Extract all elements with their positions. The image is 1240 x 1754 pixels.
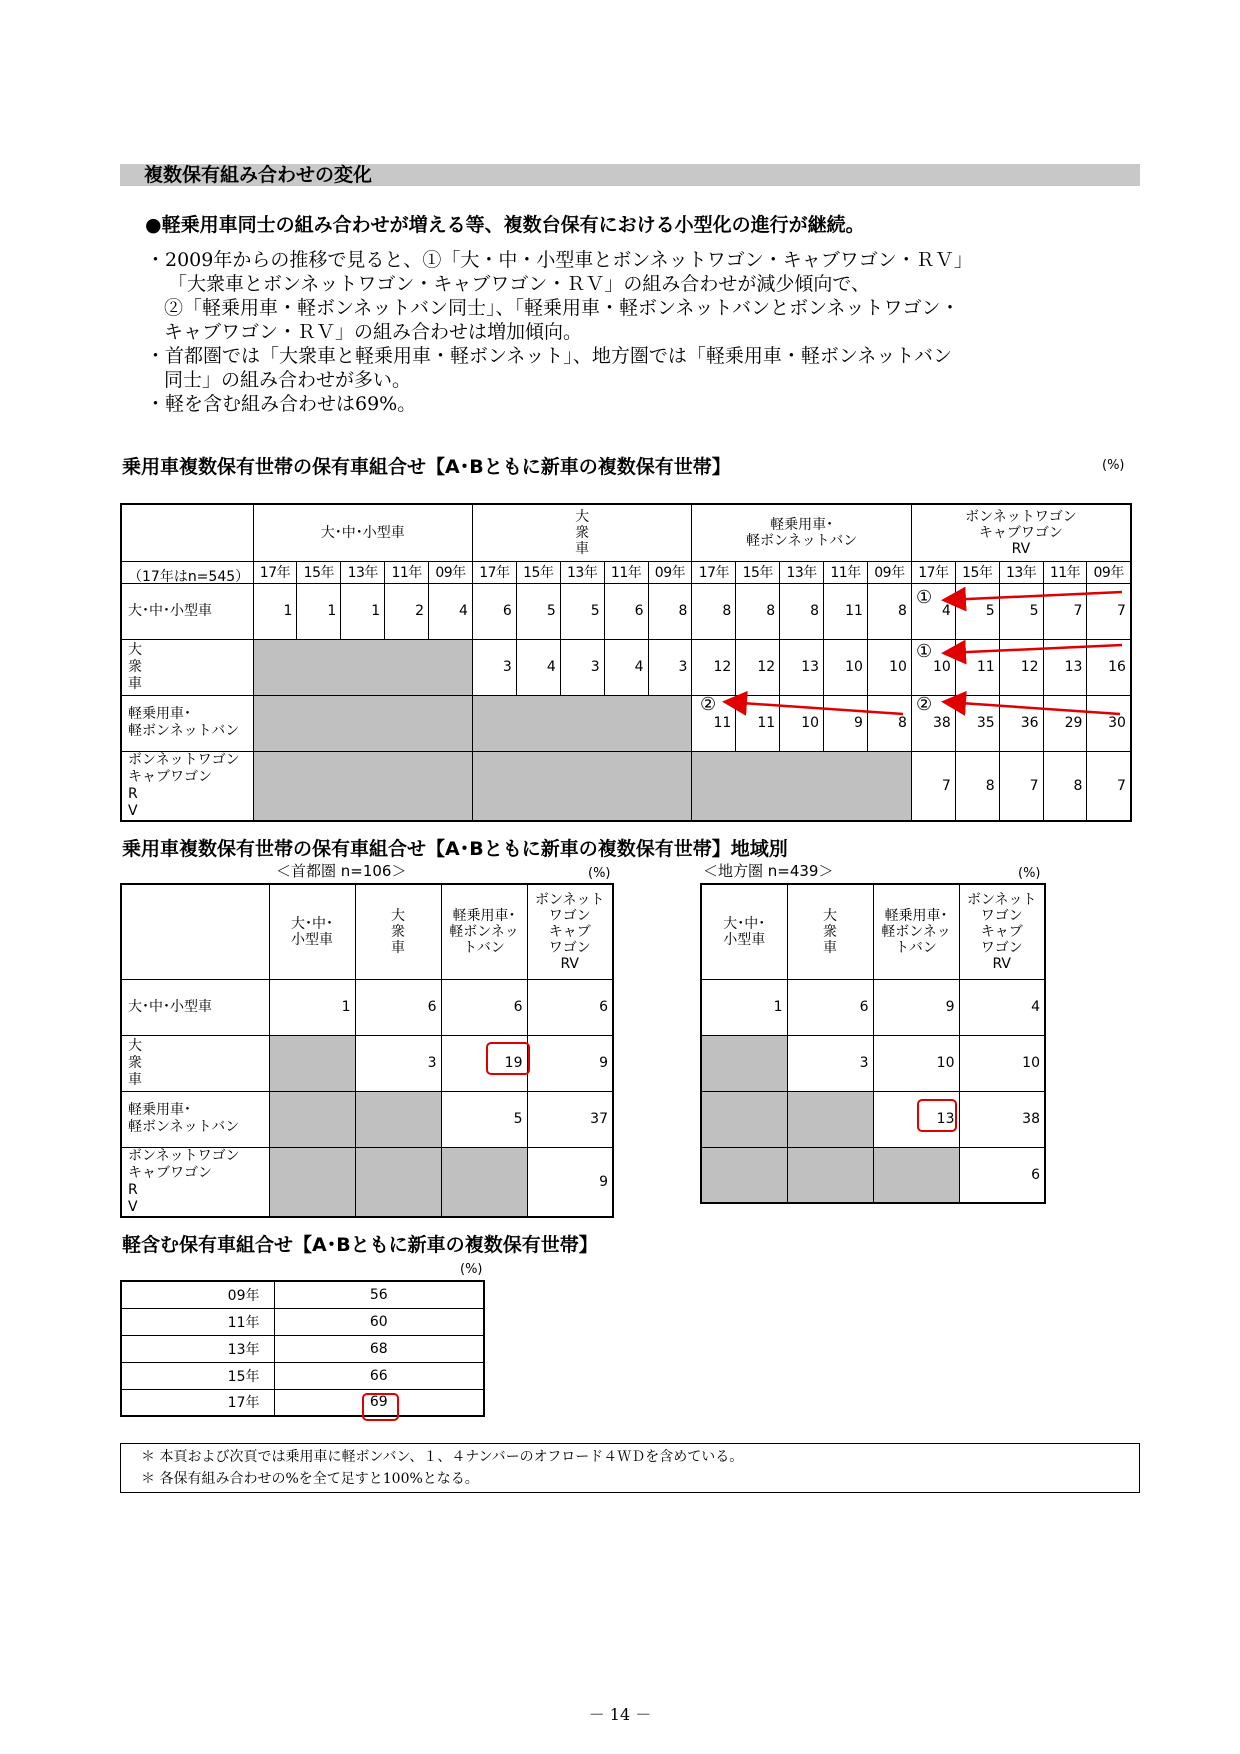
table1-cell: 5 [999, 583, 1043, 639]
table1-cell: 12 [736, 639, 780, 695]
mark-1a: ① [916, 587, 933, 608]
bullet-line: キャブワゴン・ＲＶ」の組み合わせは増加傾向。 [164, 321, 583, 343]
table2-cell: 9 [527, 1035, 613, 1091]
page-number: － 14 － [588, 1705, 652, 1724]
table3-year: 17年 [121, 1389, 274, 1416]
table1-cell: 9 [824, 695, 868, 751]
table2-cell: 1 [269, 979, 355, 1035]
table2-cell: 6 [787, 979, 873, 1035]
table1-cell: 7 [911, 751, 955, 821]
table2-cell: 9 [527, 1147, 613, 1217]
table1-year-header: 11年 [604, 561, 648, 583]
mark-2b: ② [916, 694, 933, 715]
table1-cell: 5 [560, 583, 604, 639]
table3-value: 68 [274, 1335, 484, 1362]
bullet-line: ・軽を含む組み合わせは69%。 [146, 393, 417, 415]
headline: ●軽乗用車同士の組み合わせが増える等、複数台保有における小型化の進行が継続。 [145, 214, 865, 236]
table1-year-header: 09年 [867, 561, 911, 583]
footnote: ＊ 各保有組み合わせの%を全て足すと100%となる。 [141, 1471, 479, 1487]
table1-year-header: 09年 [1087, 561, 1131, 583]
table1-n-label: （17年はn=545） [128, 569, 250, 585]
table1-cell: 1 [253, 583, 297, 639]
table2-cell: 1 [701, 979, 787, 1035]
table2-cell: 6 [441, 979, 527, 1035]
table1-cell: 2 [385, 583, 429, 639]
table1-year-header: 17年 [692, 561, 736, 583]
arrow-line [946, 702, 1120, 714]
table1-row-label: 大･中･小型車 [121, 583, 253, 639]
table2-col-header: 大･中･ 小型車 [269, 884, 355, 979]
region-label: ＜地方圏 n=439＞ [703, 862, 834, 880]
bullet-line: 同士」の組み合わせが多い。 [164, 369, 412, 391]
table1-cell: 8 [867, 583, 911, 639]
table3-year: 13年 [121, 1335, 274, 1362]
table1-row-label: ボンネットワゴン キャブワゴン R V [121, 751, 253, 821]
table2-title: 乗用車複数保有世帯の保有車組合せ【A･Bともに新車の複数保有世帯】地域別 [122, 838, 788, 860]
table2-row-label: 軽乗用車･ 軽ボンネットバン [121, 1091, 269, 1147]
table1-year-header: 11年 [385, 561, 429, 583]
table1-cell: 5 [516, 583, 560, 639]
table2-cell: 5 [441, 1091, 527, 1147]
table1-cell: 3 [648, 639, 692, 695]
table1-title: 乗用車複数保有世帯の保有車組合せ【A･Bともに新車の複数保有世帯】 [122, 456, 731, 478]
table3-year: 11年 [121, 1308, 274, 1335]
table2-cell: 10 [873, 1035, 959, 1091]
bullet-line: ・2009年からの推移で見ると、①「大・中・小型車とボンネットワゴン・キャブワゴン・ＲＶ」 [146, 249, 973, 271]
table1-cell: 13 [1043, 639, 1087, 695]
table1-unit: (%) [1102, 458, 1125, 473]
table2-col-header: 大 衆 車 [787, 884, 873, 979]
table1-cell: 5 [955, 583, 999, 639]
table1-cell: 8 [736, 583, 780, 639]
table2-cell: 13 [873, 1091, 959, 1147]
table1-cell: 4 [911, 583, 955, 639]
table1-cell: 30 [1087, 695, 1131, 751]
arrow-line [727, 702, 903, 714]
table3-year: 15年 [121, 1362, 274, 1389]
table1-cell: 10 [780, 695, 824, 751]
table1-year-header: 11年 [1043, 561, 1087, 583]
table1-year-header: 09年 [648, 561, 692, 583]
table3-value: 66 [274, 1362, 484, 1389]
table1-year-header: 13年 [341, 561, 385, 583]
table1-cell: 12 [999, 639, 1043, 695]
bullet-line: 「大衆車とボンネットワゴン・キャブワゴン・ＲＶ」の組み合わせが減少傾向で、 [168, 273, 871, 295]
table1-group-header: 大 衆 車 [472, 504, 691, 561]
table1-cell: 6 [472, 583, 516, 639]
table1-year-header: 15年 [516, 561, 560, 583]
region-unit: (%) [1018, 866, 1041, 881]
table1-cell: 3 [472, 639, 516, 695]
table2-cell: 4 [959, 979, 1045, 1035]
table3-title: 軽含む保有車組合せ【A･Bともに新車の複数保有世帯】 [122, 1234, 598, 1256]
table1-year-header: 13年 [780, 561, 824, 583]
arrow-line [946, 592, 1122, 600]
table1-cell: 10 [867, 639, 911, 695]
table1-cell: 3 [560, 639, 604, 695]
mark-1b: ① [916, 641, 933, 662]
table1-cell: 12 [692, 639, 736, 695]
table2-cell: 19 [441, 1035, 527, 1091]
table1-year-header: 13年 [560, 561, 604, 583]
table1-year-header: 17年 [472, 561, 516, 583]
table1-row-label: 大 衆 車 [121, 639, 253, 695]
highlight-box [362, 1393, 399, 1421]
table2-col-header: 大･中･ 小型車 [701, 884, 787, 979]
table1-cell: 11 [955, 639, 999, 695]
table2-col-header: 大 衆 車 [355, 884, 441, 979]
table1-cell: 36 [999, 695, 1043, 751]
table2-cell: 9 [873, 979, 959, 1035]
table1-group-header: 大･中･小型車 [253, 504, 472, 561]
table1-year-header: 15年 [955, 561, 999, 583]
table3-unit: (%) [460, 1262, 483, 1277]
table1-year-header: 11年 [824, 561, 868, 583]
table1-cell: 8 [692, 583, 736, 639]
table1-cell: 4 [516, 639, 560, 695]
table1-cell: 11 [736, 695, 780, 751]
table2-row-label: 大 衆 車 [121, 1035, 269, 1091]
table2-cell: 6 [959, 1147, 1045, 1203]
table1-cell: 4 [429, 583, 473, 639]
highlight-box [917, 1099, 957, 1132]
arrow-line [946, 645, 1122, 653]
table2-row-label: ボンネットワゴン キャブワゴン R V [121, 1147, 269, 1217]
highlight-box [486, 1042, 530, 1075]
table1-cell: 8 [1043, 751, 1087, 821]
table1-cell: 7 [1087, 583, 1131, 639]
table2-col-header: ボンネット ワゴン キャブ ワゴン RV [527, 884, 613, 979]
table3-value: 60 [274, 1308, 484, 1335]
table3-value: 69 [274, 1389, 484, 1416]
table1-cell: 11 [692, 695, 736, 751]
table1-cell: 10 [824, 639, 868, 695]
table1-cell: 38 [911, 695, 955, 751]
table2-row-label: 大･中･小型車 [121, 979, 269, 1035]
table1-cell: 8 [955, 751, 999, 821]
table2-cell: 10 [959, 1035, 1045, 1091]
table1-year-header: 13年 [999, 561, 1043, 583]
table2-cell: 3 [355, 1035, 441, 1091]
table1-cell: 1 [297, 583, 341, 639]
footnote: ＊ 本頁および次頁では乗用車に軽ボンバン、１、４ナンバーのオフロード４ＷＤを含めている。 [141, 1449, 744, 1465]
table1-cell: 16 [1087, 639, 1131, 695]
table1-cell: 6 [604, 583, 648, 639]
table1-cell: 7 [999, 751, 1043, 821]
table2-col-header: ボンネット ワゴン キャブ ワゴン RV [959, 884, 1045, 979]
table1-cell: 11 [824, 583, 868, 639]
table1-year-header: 17年 [911, 561, 955, 583]
table1-cell: 1 [341, 583, 385, 639]
capital-label: ＜首都圏 n=106＞ [276, 862, 407, 880]
mark-2a: ② [700, 694, 717, 715]
table2-col-header: 軽乗用車･ 軽ボンネッ トバン [441, 884, 527, 979]
bullet-line: ②「軽乗用車・軽ボンネットバン同士」、「軽乗用車・軽ボンネットバンとボンネットワゴン・ [164, 297, 960, 319]
table1-cell: 35 [955, 695, 999, 751]
table2-cell: 6 [355, 979, 441, 1035]
table1-cell: 8 [648, 583, 692, 639]
table2-cell: 38 [959, 1091, 1045, 1147]
table1-cell: 8 [867, 695, 911, 751]
table1-cell: 8 [780, 583, 824, 639]
section-title: 複数保有組み合わせの変化 [120, 164, 1140, 186]
footnotes [120, 1443, 1140, 1493]
table1-cell: 29 [1043, 695, 1087, 751]
table1-cell: 7 [1087, 751, 1131, 821]
table3-year: 09年 [121, 1281, 274, 1308]
table1-year-header: 09年 [429, 561, 473, 583]
table1-group-header: 軽乗用車･ 軽ボンネットバン [692, 504, 912, 561]
table1-cell: 7 [1043, 583, 1087, 639]
table1-cell: 10 [911, 639, 955, 695]
table1-year-header: 15年 [297, 561, 341, 583]
table2-col-header: 軽乗用車･ 軽ボンネッ トバン [873, 884, 959, 979]
table1-cell: 4 [604, 639, 648, 695]
table1-row-label: 軽乗用車･ 軽ボンネットバン [121, 695, 253, 751]
table1-group-header: ボンネットワゴン キャブワゴン RV [911, 504, 1131, 561]
table1-year-header: 17年 [253, 561, 297, 583]
table2-cell: 37 [527, 1091, 613, 1147]
capital-unit: (%) [588, 866, 611, 881]
table1-year-header: 15年 [736, 561, 780, 583]
bullet-line: ・首都圏では「大衆車と軽乗用車・軽ボンネット」、地方圏では「軽乗用車・軽ボンネットバン [146, 345, 952, 367]
table3-value: 56 [274, 1281, 484, 1308]
table2-cell: 6 [527, 979, 613, 1035]
table1-cell: 13 [780, 639, 824, 695]
table2-cell: 3 [787, 1035, 873, 1091]
